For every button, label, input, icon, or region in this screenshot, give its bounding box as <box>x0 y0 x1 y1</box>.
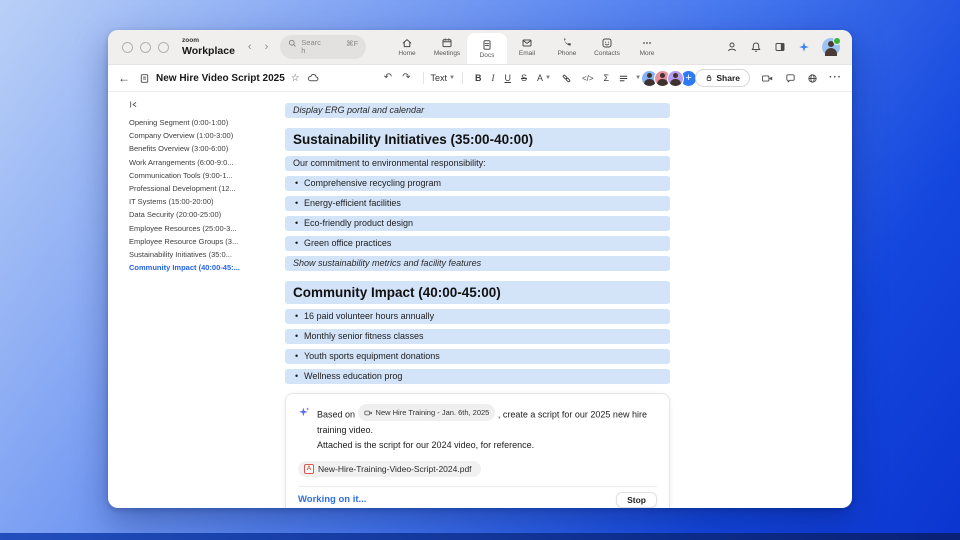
tab-email[interactable]: Email <box>507 30 547 64</box>
outline-item[interactable]: Benefits Overview (3:00-6:00) <box>129 144 229 154</box>
collapse-sidebar-icon[interactable] <box>129 100 277 109</box>
email-icon <box>521 37 533 49</box>
doc-heading-block[interactable]: Sustainability Initiatives (35:00-40:00) <box>285 128 670 151</box>
contacts-icon <box>601 37 613 49</box>
search-input[interactable] <box>280 35 366 59</box>
chevron-down-icon: ▼ <box>449 75 455 81</box>
reference-doc-chip[interactable]: New Hire Training - Jan. 6th, 2025 <box>358 404 496 421</box>
tab-more[interactable]: More <box>627 30 667 64</box>
text-style-dropdown[interactable]: Text ▼ <box>430 73 455 83</box>
outline-item[interactable]: Sustainability Initiatives (35:0... <box>129 249 232 259</box>
close-window-button[interactable] <box>122 42 133 53</box>
minimize-window-button[interactable] <box>140 42 151 53</box>
tab-docs[interactable]: Docs <box>467 33 507 64</box>
ai-card-footer <box>298 486 657 509</box>
insert-plus-button[interactable]: + <box>681 71 696 86</box>
doc-text-block[interactable]: • Youth sports equipment donations <box>285 349 670 364</box>
chevron-down-icon: ▼ <box>635 75 642 81</box>
search-icon <box>288 39 297 48</box>
cloud-sync-icon <box>307 72 319 84</box>
code-button[interactable]: </> <box>581 73 594 83</box>
ai-companion-card <box>285 393 670 508</box>
italic-button[interactable]: I <box>491 73 495 83</box>
doc-text-block[interactable]: • Energy-efficient facilities <box>285 196 670 211</box>
globe-icon[interactable] <box>807 73 818 84</box>
attachment-chip[interactable] <box>298 461 481 477</box>
doc-back-button[interactable]: ← <box>118 71 130 85</box>
ai-sparkle-icon <box>298 406 310 418</box>
based-on-label: Based on <box>317 409 356 420</box>
video-camera-icon[interactable] <box>761 73 774 84</box>
nav-forward-button[interactable]: › <box>264 41 269 53</box>
favorite-star-icon[interactable]: ☆ <box>290 72 300 84</box>
outline-item[interactable]: Opening Segment (0:00-1:00) <box>129 118 229 127</box>
doc-text-block[interactable]: • Wellness education prog <box>285 369 670 384</box>
toolbar-divider <box>462 72 463 84</box>
chevron-down-icon: ▼ <box>545 75 551 81</box>
content-area <box>108 91 852 508</box>
tab-phone[interactable]: Phone <box>547 30 587 64</box>
strikethrough-button[interactable]: S <box>520 73 527 83</box>
chat-bubble-icon[interactable] <box>785 73 796 84</box>
app-window <box>108 30 852 508</box>
doc-file-icon <box>139 73 150 84</box>
doc-text-block[interactable]: • Green office practices <box>285 236 670 251</box>
notifications-bell-icon[interactable] <box>750 41 762 53</box>
tab-contacts[interactable]: Contacts <box>587 30 627 64</box>
doc-blocks <box>285 103 670 384</box>
online-status-dot <box>833 37 841 45</box>
bold-button[interactable]: B <box>474 73 482 83</box>
maximize-window-button[interactable] <box>158 42 169 53</box>
outline-item[interactable]: Company Overview (1:00-3:00) <box>129 131 234 141</box>
outline-item[interactable]: Professional Development (12... <box>129 183 236 193</box>
phone-icon <box>561 37 573 49</box>
doc-toolbar-right <box>641 69 842 87</box>
doc-text-block[interactable]: Show sustainability metrics and facility features <box>285 256 670 271</box>
prompt-line2: Attached is the script for our 2024 video, for reference. <box>317 439 535 450</box>
toolbar-divider <box>423 72 424 84</box>
search-placeholder: Search <box>301 38 321 55</box>
outline-item[interactable]: Employee Resources (25:00-3... <box>129 223 237 233</box>
zoom-workplace-logo <box>182 38 235 56</box>
tab-meetings[interactable]: Meetings <box>427 30 467 64</box>
undo-redo-group <box>379 73 416 83</box>
side-panel-icon[interactable] <box>774 41 786 53</box>
prompt-after-chip: , create a script for our 2025 new hire training video. <box>317 409 647 435</box>
doc-text-block[interactable]: Our commitment to environmental responsibility: <box>285 156 670 171</box>
docs-icon <box>481 39 493 51</box>
calendar-icon <box>441 37 453 49</box>
search-shortcut: ⌘F <box>346 39 359 48</box>
window-controls <box>122 42 169 53</box>
home-icon <box>401 37 413 49</box>
video-camera-icon <box>364 409 373 417</box>
history-nav <box>248 41 268 53</box>
ai-companion-sparkle-icon[interactable] <box>798 41 810 53</box>
lock-icon <box>705 74 713 82</box>
tab-home[interactable]: Home <box>387 30 427 64</box>
undo-button[interactable]: ↶ <box>383 72 393 83</box>
doc-text-block[interactable]: • Eco-friendly product design <box>285 216 670 231</box>
list-button[interactable] <box>618 73 629 84</box>
logo-workplace-text: Workplace <box>182 44 235 57</box>
ai-prompt-text <box>317 404 657 453</box>
user-avatar[interactable] <box>822 38 840 56</box>
stop-button[interactable]: Stop <box>616 492 657 508</box>
more-options-icon[interactable]: ··· <box>829 72 842 83</box>
doc-text-block[interactable]: • Comprehensive recycling program <box>285 176 670 191</box>
redo-button[interactable]: ↷ <box>402 72 411 83</box>
titlebar <box>108 30 852 65</box>
collaborator-avatars <box>641 70 684 87</box>
collaborator-avatar[interactable] <box>667 70 684 87</box>
outline-item[interactable]: Employee Resource Groups (3... <box>129 236 239 246</box>
logo-zoom-text: zoom <box>182 37 199 44</box>
doc-toolbar <box>108 65 852 92</box>
outline-item[interactable]: Communication Tools (9:00-1... <box>129 170 233 180</box>
doc-text-block[interactable]: • Monthly senior fitness classes <box>285 329 670 344</box>
nav-tabs <box>387 30 667 64</box>
outline-item[interactable]: Work Arrangements (6:00-9:0... <box>129 157 234 167</box>
link-button[interactable] <box>561 73 572 84</box>
document-column <box>285 91 670 508</box>
outline-sidebar <box>108 91 285 508</box>
ai-status-text: Working on it... <box>298 494 367 505</box>
pdf-file-icon: A <box>304 464 314 474</box>
share-button[interactable]: Share <box>695 69 750 87</box>
contact-person-icon[interactable] <box>726 41 738 53</box>
outline-item[interactable]: IT Systems (15:00-20:00) <box>129 197 214 207</box>
nav-back-button[interactable]: ‹ <box>247 41 252 53</box>
more-icon <box>641 37 653 49</box>
outline-item[interactable]: Data Security (20:00-25:00) <box>129 210 222 220</box>
desktop-bottom-strip <box>0 533 960 540</box>
doc-heading-block[interactable]: Community Impact (40:00-45:00) <box>285 281 670 304</box>
doc-title: New Hire Video Script 2025 <box>156 72 285 84</box>
outline-list <box>129 116 277 274</box>
doc-text-block[interactable]: • 16 paid volunteer hours annually <box>285 309 670 324</box>
attachment-name: New-Hire-Training-Video-Script-2024.pdf <box>318 463 472 474</box>
formula-button[interactable]: Σ <box>603 73 610 83</box>
text-color-button[interactable]: A ▼ <box>537 73 551 83</box>
underline-button[interactable]: U <box>504 73 511 83</box>
doc-text-block[interactable]: Display ERG portal and calendar <box>285 103 670 118</box>
outline-item[interactable]: Community Impact (40:00-45:... <box>129 263 240 273</box>
titlebar-right-icons <box>726 30 840 64</box>
